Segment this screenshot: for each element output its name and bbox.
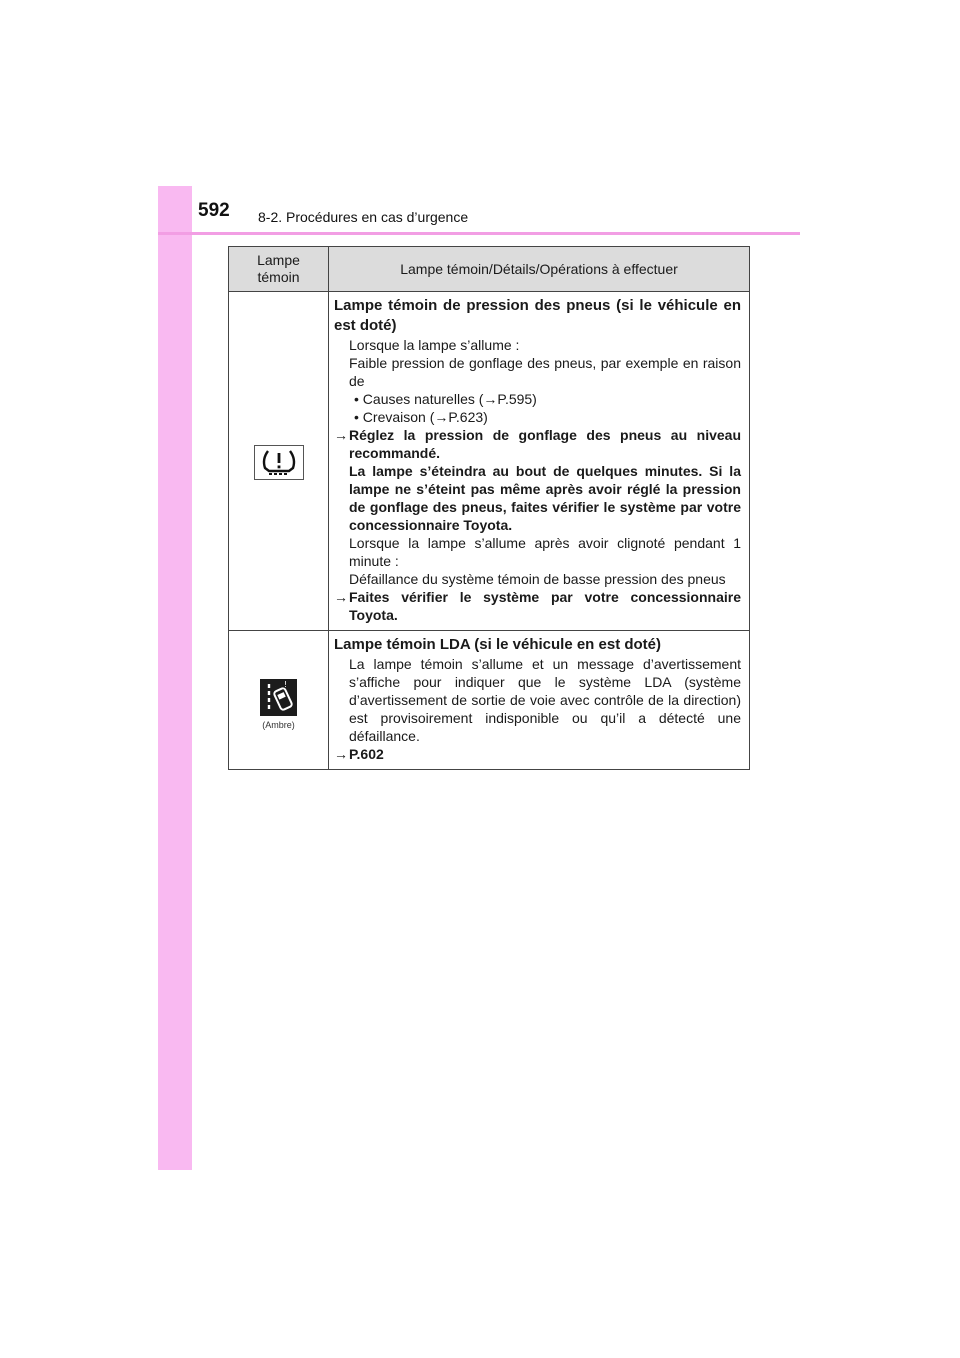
bullet-item: • Crevaison (→P.623) (354, 409, 488, 425)
row-title: Lampe témoin LDA (si le véhicule en est doté) (334, 636, 662, 653)
table-row (229, 292, 750, 631)
tire-pressure-warning-icon (254, 445, 304, 480)
arrow-icon: → (334, 427, 348, 443)
warning-lamp-table (228, 246, 750, 770)
condition-text: Lorsque la lampe s’allume : (349, 337, 520, 353)
action-item (334, 426, 741, 462)
section-title: 8-2. Procédures en cas d’urgence (258, 209, 469, 225)
cause-text: Défaillance du système témoin de basse pression des pneus (349, 571, 726, 587)
page-number: 592 (198, 200, 230, 221)
lane-departure-alert-icon (260, 679, 297, 716)
lda-description (329, 631, 750, 770)
column-header-lamp-line2: témoin (257, 269, 300, 285)
action-item (334, 588, 741, 624)
icon-cell (229, 292, 329, 631)
column-header-lamp (229, 247, 329, 292)
svg-text:!: ! (284, 679, 288, 689)
action-item (334, 745, 741, 763)
row-title: Lampe témoin de pression des pneus (si le véhicule en est doté) (334, 297, 741, 334)
column-header-lamp-line1: Lampe (257, 252, 300, 268)
chapter-side-band (158, 186, 192, 1170)
action-text: Faites vérifier le système par votre concessionnaire Toyota. (349, 589, 741, 623)
arrow-icon: → (334, 746, 348, 762)
action-text: Réglez la pression de gonflage des pneus au niveau recommandé. (349, 427, 741, 461)
cause-text: Faible pression de gonflage des pneus, par exemple en raison de (349, 355, 741, 389)
bullet-item: • Causes naturelles (→P.595) (354, 391, 537, 407)
condition-text: Lorsque la lampe s’allume après avoir clignoté pendant 1 minute : (349, 535, 741, 569)
arrow-icon: → (334, 589, 348, 605)
action-detail: La lampe s’éteindra au bout de quelques minutes. Si la lampe ne s’éteint pas même après avoir réglé la pression de gonflage des pneus, faites vérifier le système par votre concessionnaire Toyota. (349, 463, 741, 533)
table-row (229, 631, 750, 770)
header-rule (158, 232, 800, 235)
icon-cell (229, 631, 329, 770)
tpms-description (329, 292, 750, 631)
column-header-details: Lampe témoin/Détails/Opérations à effectuer (329, 247, 750, 292)
body-text: La lampe témoin s’allume et un message d’avertissement s’affiche pour indiquer que le système LDA (système d’avertissement de sortie de voie avec contrôle de la direction) est provisoirement indisponible ou qu’il a détecté une défaillance. (349, 656, 741, 744)
table-header-row (229, 247, 750, 292)
page-reference: P.602 (349, 746, 384, 762)
icon-caption: (Ambre) (262, 719, 295, 730)
